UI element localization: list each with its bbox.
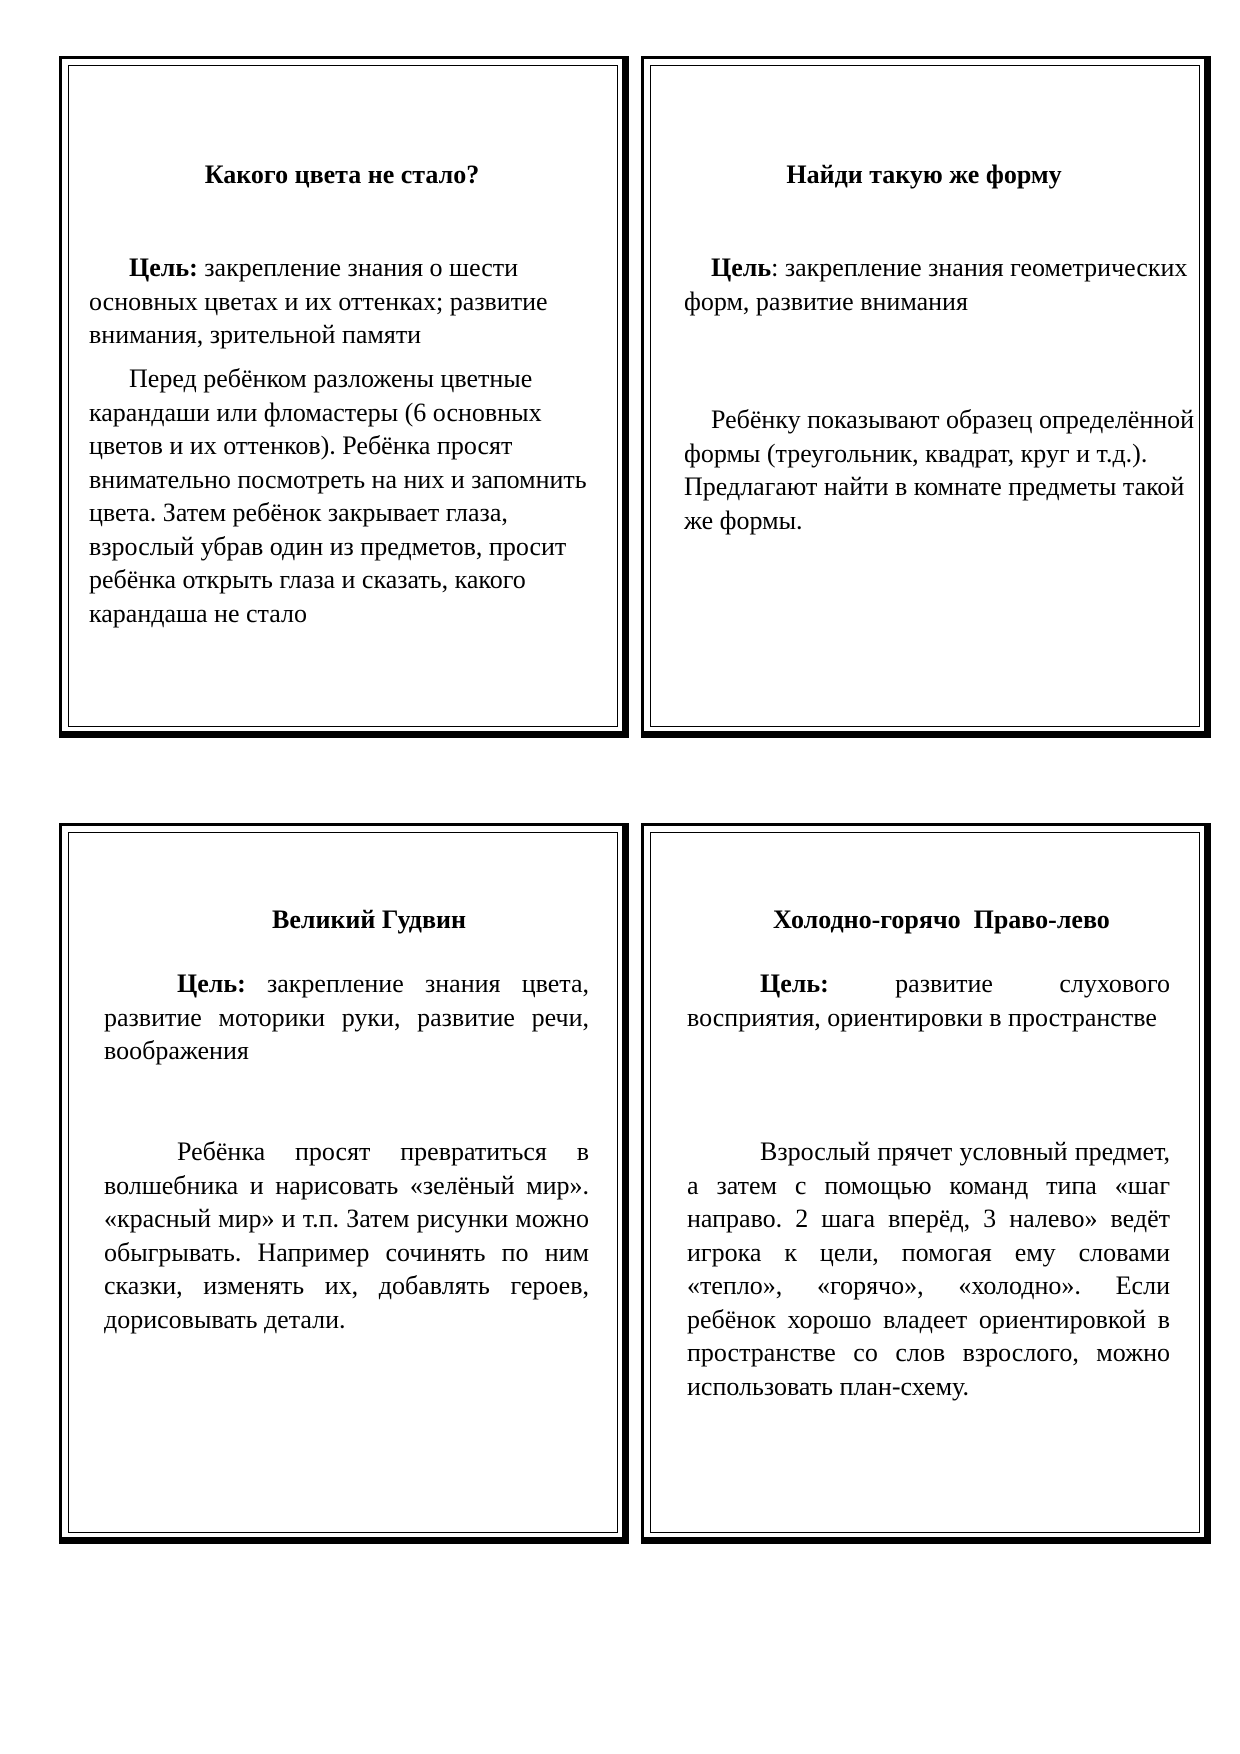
card-title: Великий Гудвин	[272, 905, 466, 934]
card-goal	[104, 967, 589, 1068]
goal-label: Цель:	[177, 969, 246, 998]
goal-label: Цель	[711, 253, 772, 282]
game-card-3	[59, 823, 629, 1544]
goal-label: Цель:	[129, 253, 198, 282]
card-description: Взрослый прячет условный предмет, а затем с помощью команд типа «шаг направо. 2 шага вперёд, 3 налево» ведёт игрока к цели, помогая ему словами «тепло», «горячо», «холодно». Если ребёнок хорошо владеет ориентировкой в пространстве со слов взрослого, можно использовать план-схему.	[687, 1137, 1170, 1401]
card-goal	[89, 251, 611, 352]
goal-text: закрепление знания цвета, развитие моторики руки, развитие речи, воображения	[104, 969, 589, 1065]
card-goal	[687, 967, 1170, 1034]
goal-text: закрепление знания о шести основных цветах и их оттенках; развитие внимания, зрительной памяти	[89, 253, 548, 349]
card-title: Какого цвета не стало?	[204, 160, 480, 189]
goal-text: развитие слухового восприятия, ориентировки в пространстве	[687, 969, 1170, 1032]
game-card-4	[641, 823, 1211, 1544]
card-description: Ребёнку показывают образец определённой формы (треугольник, квадрат, круг и т.д.). Предлагают найти в комнате предметы такой же формы.	[684, 405, 1195, 535]
card-description: Перед ребёнком разложены цветные карандаши или фломастеры (6 основных цветов и их оттенков). Ребёнка просят внимательно посмотреть на них и запомнить цвета. Затем ребёнок закрывает глаза, взрослый убрав один из предметов, просит ребёнка открыть глаза и сказать, какого карандаша не стало	[89, 364, 587, 628]
goal-text: : закрепление знания геометрических форм, развитие внимания	[684, 253, 1188, 316]
game-card-1	[59, 56, 629, 738]
goal-label: Цель:	[760, 969, 829, 998]
card-description: Ребёнка просят превратиться в волшебника и нарисовать «зелёный мир». «красный мир» и т.п. Затем рисунки можно обыгрывать. Например сочинять по ним сказки, изменять их, добавлять героев, дорисовывать детали.	[104, 1137, 589, 1334]
card-title: Найди такую же форму	[786, 160, 1062, 189]
card-goal	[684, 251, 1204, 318]
card-title: Холодно-горячо Право-лево	[773, 905, 1110, 934]
game-card-2	[641, 56, 1211, 738]
